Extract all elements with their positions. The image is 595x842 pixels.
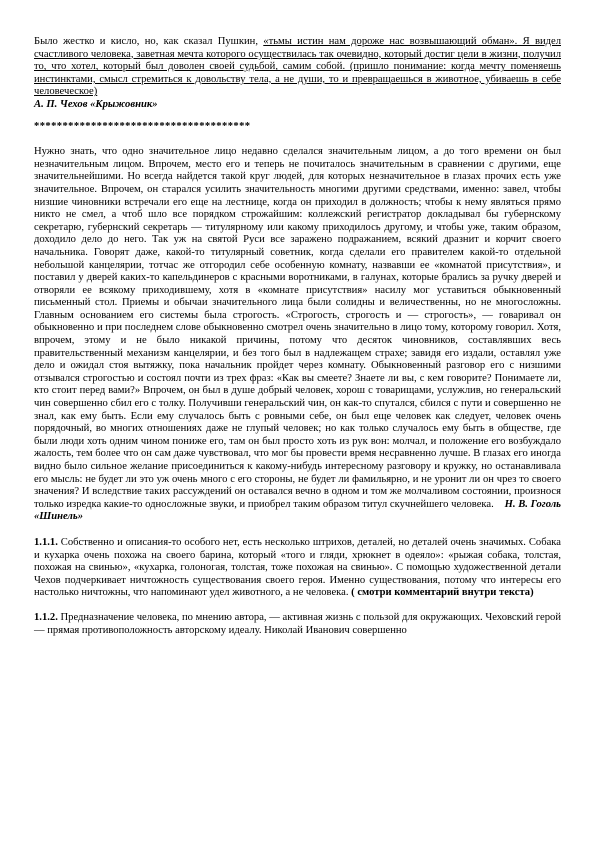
gogol-text: Нужно знать, что одно значительное лицо недавно сделался значительным лицом, а до того времени он был незначительным лицом. Впрочем, место его и теперь не почиталось значительным в сравнении с другими, еще значительнейшими. Но всегда найдется такой круг людей, для которых незначительное в глазах прочих есть уже значительное. Впрочем, он старался усилить значительность многими другими средствами, именно: завел, чтобы низшие чиновники встречали его еще на лестнице, когда он приходил в должность; чтобы к нему являться прямо никто не смел, а чтоб шло все порядком строжайшим: коллежский регистратор докладывал бы губернскому секретарю, губернский секретарь — титулярному или какому приходилось другому, и чтобы уже, таким образом, доходило дело до него. Так уж на святой Руси все заражено подражанием, всякий дразнит и корчит своего начальника. Говорят даже, какой-то титулярный советник, когда сделали его правителем какой-то отдельной небольшой канцелярии, тотчас же отгородил себе особенную комнату, назвавши ее «комнатой присутствия», и поставил у дверей каких-то капельдинеров с красными воротниками, в галунах, которые брались за ручку дверей и отворяли ее всякому приходившему, хотя в «комнате присутствия» насилу мог уставиться обыкновенный письменный стол. Приемы и обычаи значительного лица были солидны и величественны, но не многосложны. Главным основанием его системы была строгость. «Строгость, строгость и — строгость», — говаривал он обыкновенно и при последнем слове обыкновенно смотрел очень значительно в лицо тому, которому говорил. Хотя, впрочем, этому и не было никакой причины, потому что десяток чиновников, составлявших весь правительственный механизм канцелярии, и без того был в надлежащем страхе; завидя его издали, оставлял уже дело и ожидал стоя вытяжку, пока начальник пройдет через комнату. Обыкновенный разговор его с низшими отзывался строгостью и состоял почти из трех фраз: «Как вы смеете? Знаете ли вы, с кем говорите? Понимаете ли, кто стоит перед вами?» Впрочем, он был в душе добрый человек, хорош с товарищами, услужлив, но генеральский чин совершенно сбил его с толку. Получивши генеральский чин, он как-то спутался, сбился с пути и совершенно не знал, как ему быть. Если ему случалось быть с ровными себе, он был еще человек как следует, человек очень порядочный, во многих отношениях даже не глупый человек; но как только случалось ему быть в обществе, где были люди хоть одним чином пониже его, там он был просто хоть из рук вон: молчал, и положение его возбуждало жалость, тем более что он сам даже чувствовал, что мог бы провести время несравненно лучше. В глазах его иногда видно было сильное желание присоединиться к какому-нибудь интересному разговору и кружку, но останавливала его мысль: не будет ли это уж очень много с его стороны, не будет ли фамильярно, и не уронит ли он чрез то своего значения? И вследствие таких рассуждений он оставался вечно в одном и том же молчаливом состоянии, произнося только изредка какие-то односложные звуки, и приобрел таким образом титул скучнейшего человека.	[34, 146, 561, 510]
gogol-attribution: Н. В. Гоголь «Шинель»	[34, 498, 562, 523]
section-1-1-2-number: 1.1.2.	[34, 611, 58, 623]
chekhov-quote	[34, 36, 561, 99]
section-1-1-1-text: Собственно и описания-то особого нет, есть несколько штрихов, деталей, но деталей очень значимых. Собака и кухарка очень похожа на своего барина, который «того и гляди, хрюкнет в одеяло»: «рыжая собака, толстая, похожая на свинью», «кухарка, голоногая, толстая, тоже похожая на свинью». С помощью художественной детали Чехов подчеркивает ничтожность существования своего героя. Именно существования, потому что интересы его настолько ничтожны, что напоминают удел животного, а не человека.	[34, 536, 561, 599]
section-1-1-1-note: ( смотри комментарий внутри текста)	[348, 587, 534, 599]
chekhov-attribution: А. П. Чехов «Крыжовник»	[34, 98, 158, 110]
quote-intro: Было жестко и кисло, но, как сказал Пушкин,	[34, 36, 264, 47]
separator-line: **************************************	[34, 120, 251, 132]
gogol-excerpt	[34, 146, 561, 524]
section-1-1-1-number: 1.1.1.	[34, 536, 58, 548]
section-1-1-2	[34, 612, 561, 637]
quote-underlined: «тьмы истин нам дороже нас возвышающий обман». Я видел счастливого человека, заветная мечта которого осуществилась так очевидно, который достиг цели в жизни, получил то, что хотел, который был доволен своей судьбой, самим собой. (пришло понимание: когда мечту поменяешь инстинктами, смысл стремиться к довольству тела, а не души, то и превращаешься в животное, убиваешь в себе человеческое)	[34, 36, 561, 98]
section-1-1-2-text: Предназначение человека, по мнению автора, — активная жизнь с пользой для окружающих. Чеховский герой — прямая противоположность авторскому идеалу. Николай Иванович совершенно	[34, 611, 561, 636]
section-1-1-1	[34, 537, 561, 600]
